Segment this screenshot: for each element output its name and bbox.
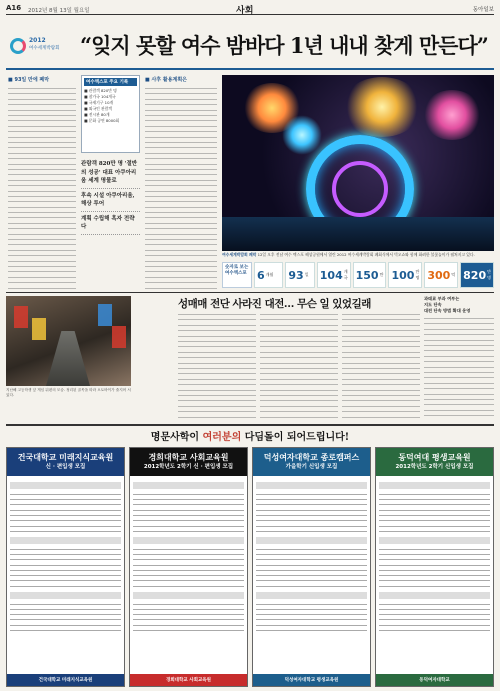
- article-column-6: [424, 316, 494, 420]
- article-column-5: [342, 312, 420, 420]
- ad-title: 경희대학교 사회교육원: [148, 453, 229, 462]
- ad-section-bar: [256, 482, 367, 489]
- big-o-inner-ring: [332, 161, 388, 217]
- sea-surface: [222, 217, 494, 251]
- ad-row: [6, 447, 494, 687]
- stat-number: 6: [257, 268, 265, 282]
- stat-number: 100: [391, 268, 415, 282]
- article-column-2: [145, 75, 217, 290]
- stat-number: 300: [427, 268, 451, 282]
- ad-dongduk[interactable]: [375, 447, 494, 687]
- firework-burst: [422, 90, 482, 140]
- photo-caption-text: 12일 오후 전남 여수 엑스포 해상공원에서 열린 2012 여수세계박람회 폐회식에서 빅오쇼와 함께 화려한 불꽃놀이가 펼쳐지고 있다.: [257, 252, 475, 257]
- ad-section-bar: [133, 482, 244, 489]
- ad-duksung[interactable]: [252, 447, 371, 687]
- firework-burst: [282, 115, 322, 155]
- pull-quote: 계획 수립해 흑자 전략 다: [81, 215, 140, 235]
- firework-burst: [342, 77, 422, 137]
- expo-record-box: [81, 75, 140, 153]
- subhead-closing: ■ 93일 만에 폐막: [8, 77, 50, 83]
- shop-sign: [98, 304, 112, 326]
- ad-header: [376, 448, 493, 476]
- ad-section-bar: [379, 482, 490, 489]
- ad-subtitle: 2012학년도 2학기 신입생 모집: [395, 464, 474, 470]
- record-item: ■ 문화 공연 8000회: [84, 118, 120, 123]
- record-box-title: 여수엑스포 주요 기록: [84, 78, 137, 86]
- stat-cell: [388, 262, 422, 288]
- expo-logo: [8, 35, 68, 61]
- ad-title: 건국대학교 미래지식교육원: [17, 453, 114, 462]
- numbers-label: 숫자로 보는 여수엑스포: [222, 262, 252, 288]
- ad-footer: 건국대학교 미래지식교육원: [7, 674, 124, 686]
- street-photo: [6, 296, 131, 386]
- article-column-1: [8, 75, 76, 290]
- article-column-3: [178, 312, 256, 420]
- divider: [6, 424, 494, 426]
- expo-headline: “잊지 못할 여수 밤바다 1년 내내 찾게 만든다”: [80, 33, 488, 58]
- street-photo-caption: 지난해 고등학생 앞 게임 뒤편의 모습. 정리된 골목을 따라 오토바이가 줄지어 서 있다.: [6, 388, 131, 397]
- ad-section-bar: [133, 592, 244, 599]
- photo-caption-title: 여수세계박람회 폐막: [222, 252, 257, 257]
- ad-kyunghee[interactable]: [129, 447, 248, 687]
- stat-cell: [254, 262, 283, 288]
- stat-unit: 일: [304, 272, 309, 277]
- stat-cell: [353, 262, 387, 288]
- banner-text-post: 다딤돌이 되어드립니다!: [244, 432, 350, 443]
- paper-name: 동아일보: [472, 7, 494, 13]
- ad-section-bar: [133, 537, 244, 544]
- text-lines: [8, 86, 76, 290]
- ad-body: [253, 476, 370, 637]
- ad-title: 덕성여자대학교 종로캠퍼스: [263, 453, 360, 462]
- shop-sign: [14, 306, 28, 328]
- fireworks-photo: [222, 75, 494, 251]
- text-lines: [342, 312, 420, 420]
- shop-sign: [112, 326, 126, 348]
- ad-section-bar: [10, 592, 121, 599]
- ad-section-bar: [10, 482, 121, 489]
- sidebar-subheads: [424, 296, 494, 314]
- ad-section-bar: [379, 537, 490, 544]
- shop-sign: [32, 318, 46, 340]
- record-item: ■ 관람객 820만 명: [84, 88, 117, 93]
- page-number: A16: [6, 4, 22, 12]
- pull-quote: 관람객 820만 명 '절반의 성공' 대표 아쿠아리움 세계 명물로: [81, 160, 140, 189]
- stat-unit: 개국: [343, 269, 348, 280]
- ad-header: [7, 448, 124, 476]
- stat-unit: 만 명: [415, 269, 420, 280]
- divider: [6, 68, 494, 70]
- ad-footer: 동덕여자대학교: [376, 674, 493, 686]
- banner-text-bold: 여러분의: [202, 432, 242, 443]
- section-title: 사회: [236, 6, 254, 16]
- sidebar-subhead: 지도 단속: [424, 302, 442, 307]
- ad-footer: 덕성여자대학교 평생교육원: [253, 674, 370, 686]
- ad-section-bar: [256, 537, 367, 544]
- logo-name: 여수세계박람회: [29, 46, 60, 51]
- page-header: [6, 3, 494, 15]
- ad-banner: [6, 428, 494, 444]
- stat-cell-highlight: [460, 262, 494, 288]
- pull-quote: 후속 시설 아쿠아리움, 해상 투어: [81, 192, 140, 212]
- text-lines: [424, 316, 494, 418]
- stat-unit: 만: [379, 272, 384, 277]
- ad-subtitle: 2012학년도 2학기 신 · 편입생 모집: [143, 464, 234, 470]
- ad-title: 동덕여대 평생교육원: [398, 453, 471, 462]
- ad-body: [7, 476, 124, 637]
- subhead-plan: ■ 사후 활용계획은: [145, 77, 188, 83]
- ad-body: [130, 476, 247, 637]
- alley: [46, 331, 90, 386]
- stat-number: 93: [288, 268, 304, 282]
- stat-unit: 억: [451, 272, 456, 277]
- logo-year: 2012: [29, 37, 46, 44]
- banner-text-pre: 명문사학이: [150, 432, 200, 443]
- text-lines: [178, 312, 256, 420]
- expo-numbers-strip: [222, 262, 494, 288]
- sidebar-subhead: 대전 단속 방법 확대 운영: [424, 308, 471, 313]
- record-item: ■ 전시관 80개: [84, 112, 110, 117]
- ad-header: [253, 448, 370, 476]
- stat-unit: 개월: [265, 272, 274, 277]
- ad-footer: 경희대학교 사회교육원: [130, 674, 247, 686]
- ad-subtitle: 신 · 편입생 모집: [45, 464, 86, 470]
- divider: [6, 292, 494, 293]
- ad-body: [376, 476, 493, 637]
- photo-caption: [222, 252, 494, 257]
- text-lines: [145, 86, 217, 290]
- ad-section-bar: [256, 592, 367, 599]
- ad-section-bar: [10, 537, 121, 544]
- stat-unit: 만 명: [487, 269, 491, 280]
- issue-date: 2012년 8월 13일 월요일: [28, 8, 90, 14]
- record-item: ■ 참가국 104개국: [84, 94, 116, 99]
- article-column-4: [260, 312, 338, 420]
- sidebar-subhead: 과태료 부과 여부는: [424, 296, 460, 301]
- text-lines: [260, 312, 338, 420]
- stat-number: 820: [463, 268, 487, 282]
- ad-section-bar: [379, 592, 490, 599]
- ad-konkuk[interactable]: [6, 447, 125, 687]
- stat-number: 104: [319, 268, 343, 282]
- stat-cell: [317, 262, 351, 288]
- ad-subtitle: 가을학기 신입생 모집: [285, 464, 338, 470]
- stat-number: 150: [355, 268, 379, 282]
- middle-headline: 성매매 전단 사라진 대전… 무슨 일 있었길래: [178, 298, 371, 310]
- ad-header: [130, 448, 247, 476]
- pull-quotes: [81, 160, 140, 238]
- record-item: ■ 국제기구 10개: [84, 100, 114, 105]
- stat-cell: [424, 262, 458, 288]
- record-item: ■ 외국인 관람객: [84, 106, 113, 111]
- stat-cell: [285, 262, 314, 288]
- expo-ring-icon: [10, 38, 26, 54]
